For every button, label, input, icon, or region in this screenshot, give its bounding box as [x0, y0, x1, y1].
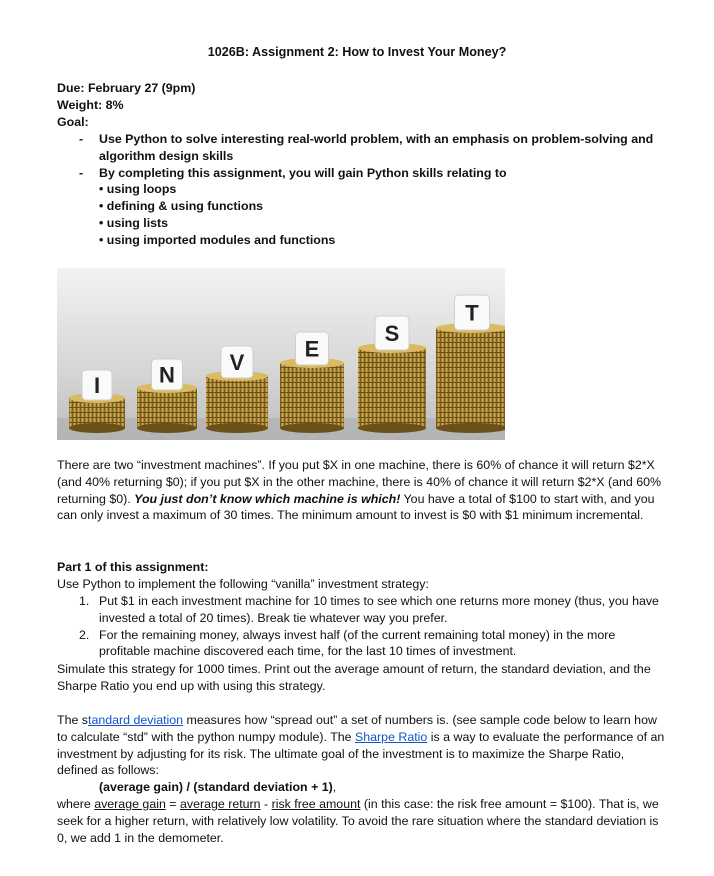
step-number: 2. — [79, 627, 90, 642]
step-item — [57, 593, 667, 627]
die-letter: E — [304, 336, 320, 362]
goals-list — [57, 131, 677, 249]
simulate-paragraph: Simulate this strategy for 1000 times. Print out the average amount of return, the standard deviation, and the Sharpe Ratio you end up with using this strategy. — [57, 662, 651, 693]
average-gain-term: average gain — [94, 796, 166, 811]
intro-emphasis: You just don’t know which machine is which! — [134, 491, 401, 506]
assignment-meta — [57, 80, 195, 131]
page-title: 1026B: Assignment 2: How to Invest Your Money? — [207, 45, 507, 59]
sharpe-paragraph — [57, 712, 667, 846]
text-run: = — [165, 796, 180, 811]
letter-die — [375, 316, 409, 350]
die-letter: T — [465, 300, 479, 326]
intro-text: There are two “investment machines”. If you put $X in one machine, there is 60% of chance it will return $2*X (and 40% returning $0); if you put $X in the other machine, there is 40% of chance it will return $2*X (and 60% returning $0). — [57, 458, 662, 506]
standard-deviation-link[interactable]: tandard deviation — [88, 713, 184, 727]
dash-bullet: - — [79, 165, 84, 180]
goal-text: Use Python to solve interesting real-world problem, with an emphasis on problem-solving and algorithm design skills — [99, 132, 654, 163]
skill-item: • defining & using functions — [99, 199, 264, 214]
letter-die — [221, 346, 253, 378]
text-run: is a way to evaluate the performance of an investment by adjusting for its risk. The ultimate goal of the investment is to maximize the Sharpe Ratio, defined as follows: — [57, 729, 665, 778]
intro-text-cont: You have a total of $100 to start with, and you can only invest a maximum of 30 times. The minimum amount to invest is $0 with $1 minimum incremental. — [57, 491, 655, 523]
step-text: Put $1 in each investment machine for 10 times to see which one returns more money (thus, you have invested a total of 20 times). Break tie whatever way you prefer. — [99, 594, 659, 625]
goal-item — [57, 165, 677, 182]
step-number: 1. — [79, 594, 90, 608]
letter-die — [152, 359, 183, 390]
formula-text: (average gain) / (standard deviation + 1) — [99, 780, 333, 795]
coins-dice-illustration — [57, 268, 505, 440]
letter-die — [455, 295, 490, 330]
sharpe-text — [57, 712, 667, 779]
part1-heading: Part 1 of this assignment: — [57, 560, 209, 574]
step-text: For the remaining money, always invest half (of the current remaining total money) in the more profitable machine discovered each time, for the last 10 times of investment. — [99, 627, 616, 659]
skills-list — [57, 181, 677, 248]
goal-text: By completing this assignment, you will gain Python skills relating to — [99, 165, 507, 180]
letter-die — [296, 332, 329, 365]
risk-free-term: risk free amount — [271, 796, 361, 811]
goal-label: Goal: — [57, 115, 89, 129]
letter-die — [82, 370, 112, 400]
skill-item: • using imported modules and functions — [99, 232, 336, 247]
where-clause — [57, 796, 667, 846]
sharpe-formula — [57, 779, 667, 796]
text-run: measures how “spread out” a set of numbers is. (see sample code below to learn how to calculate “std” with the python numpy module). The — [57, 713, 657, 744]
weight: Weight: 8% — [57, 98, 124, 112]
die-letter: N — [159, 362, 175, 388]
text-run: The s — [57, 713, 88, 727]
text-run: where — [57, 796, 95, 811]
sharpe-ratio-link[interactable]: Sharpe Ratio — [355, 729, 428, 744]
text-run: (in this case: the risk free amount = $100). That is, we seek for a higher return, with relatively low volatility. To avoid the rare situation where the standard deviation is 0, we add 1 in the demometer. — [57, 796, 659, 845]
skill-item: • using loops — [99, 182, 177, 197]
part1-intro: Use Python to implement the following “vanilla” investment strategy: — [57, 577, 429, 591]
step-item — [57, 627, 667, 661]
formula-tail: , — [332, 780, 337, 795]
skill-item: • using lists — [99, 215, 169, 230]
goal-item — [57, 131, 677, 165]
due-date: Due: February 27 (9pm) — [57, 81, 196, 95]
die-letter: I — [93, 373, 101, 398]
text-run: - — [260, 796, 272, 811]
intro-paragraph — [57, 457, 667, 524]
average-return-term: average return — [179, 796, 261, 811]
strategy-steps — [57, 593, 667, 660]
die-letter: V — [229, 350, 245, 375]
invest-image — [57, 268, 505, 440]
dash-bullet: - — [79, 132, 84, 146]
die-letter: S — [384, 321, 400, 346]
